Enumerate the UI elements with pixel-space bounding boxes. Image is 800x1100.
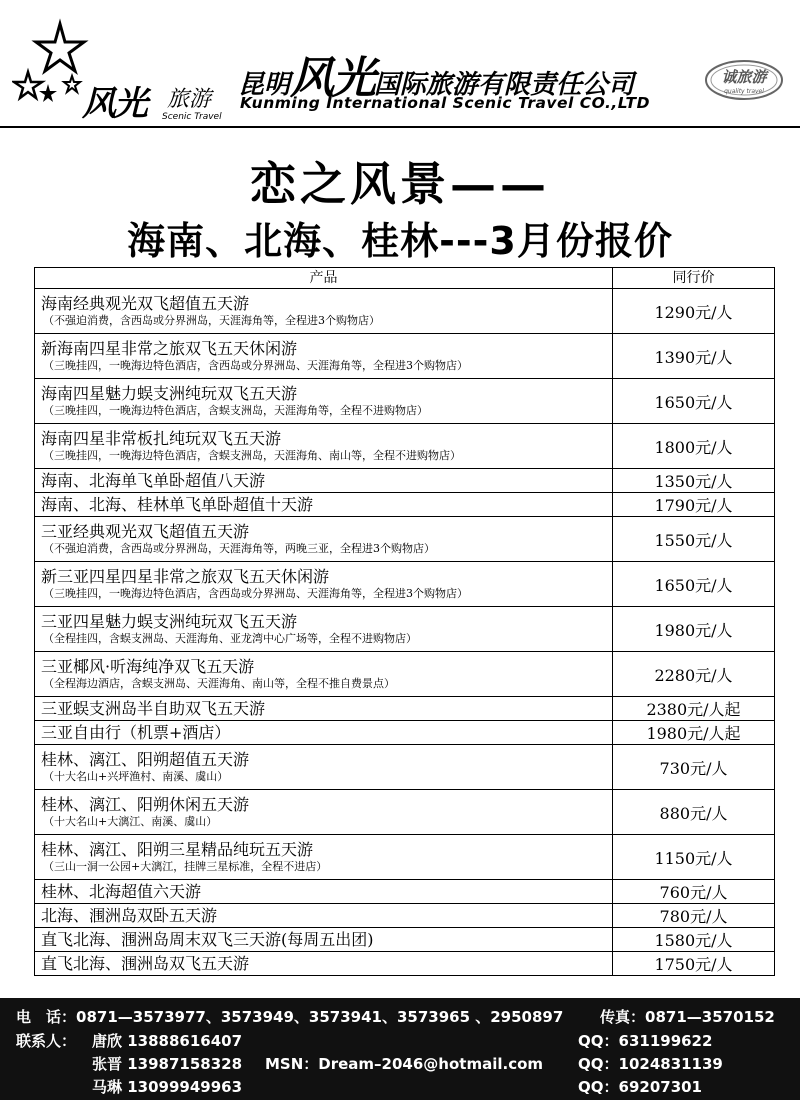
table-row (35, 721, 775, 745)
product-note: （全程挂四，含蜈支洲岛、天涯海角、亚龙湾中心广场等，全程不进购物店） (43, 631, 417, 645)
phone-line (16, 1006, 563, 1027)
phone-label: 电 话： (16, 1008, 77, 1026)
product-cell (35, 790, 613, 835)
table-row (35, 517, 775, 562)
table-row (35, 880, 775, 904)
product-note: （十大名山+兴坪渔村、南溪、虞山） (43, 769, 229, 783)
qq-ma: QQ：69207301 (578, 1078, 702, 1096)
page-title: 海南、北海、桂林---3月份报价 (127, 219, 673, 263)
product-name: 海南四星非常板扎纯玩双飞五天游 (41, 428, 282, 448)
table-row (35, 835, 775, 880)
qq-zhang: QQ：1024831139 (578, 1055, 723, 1073)
table-row (35, 379, 775, 424)
table-header-row (35, 268, 775, 289)
table-row (35, 652, 775, 697)
table-row (35, 745, 775, 790)
product-name: 桂林、漓江、阳朔三星精品纯玩五天游 (41, 839, 314, 859)
product-note: （不强迫消费，含西岛或分界洲岛，天涯海角等，两晚三亚，全程进3个购物店） (43, 541, 435, 555)
price-cell: 1150元/人 (613, 835, 775, 880)
product-name: 三亚蜈支洲岛半自助双飞五天游 (41, 699, 266, 718)
price-cell: 1790元/人 (613, 493, 775, 517)
logo-text-fengguang: 风光 (82, 84, 146, 124)
product-cell (35, 334, 613, 379)
product-cell (35, 607, 613, 652)
price-cell: 1750元/人 (613, 952, 775, 976)
table-row (35, 289, 775, 334)
price-cell: 1290元/人 (613, 289, 775, 334)
product-cell (35, 517, 613, 562)
company-logo (12, 18, 227, 124)
product-cell (35, 721, 613, 745)
price-cell: 880元/人 (613, 790, 775, 835)
product-note: （全程海边酒店，含蜈支洲岛、天涯海角、南山等，全程不推自费景点） (43, 676, 395, 690)
product-name: 直飞北海、涠洲岛双飞五天游 (41, 954, 250, 973)
product-note: （三山一洞一公园+大漓江，挂牌三星标准，全程不进店） (43, 859, 328, 873)
product-note: （不强迫消费，含西岛或分界洲岛，天涯海角等，全程进3个购物店） (43, 313, 380, 327)
price-cell: 1350元/人 (613, 469, 775, 493)
product-name: 桂林、漓江、阳朔超值五天游 (41, 749, 250, 769)
price-cell: 1390元/人 (613, 334, 775, 379)
product-cell (35, 493, 613, 517)
price-table (34, 267, 775, 976)
table-row (35, 562, 775, 607)
product-name: 海南、北海单飞单卧超值八天游 (41, 471, 266, 490)
price-cell: 1550元/人 (613, 517, 775, 562)
product-name: 三亚自由行（机票+酒店） (41, 723, 231, 742)
product-note: （三晚挂四，一晚海边特色酒店，含西岛或分界洲岛、天涯海角等，全程进3个购物店） (43, 358, 468, 372)
table-row (35, 334, 775, 379)
product-note: （三晚挂四，一晚海边特色酒店，含蜈支洲岛，天涯海角、南山等，全程不进购物店） (43, 448, 461, 462)
qq-tang: QQ：631199622 (578, 1032, 713, 1050)
product-name: 新三亚四星四星非常之旅双飞五天休闲游 (41, 566, 330, 586)
product-note: （三晚挂四，一晚海边特色酒店，含蜈支洲岛，天涯海角等，全程不进购物店） (43, 403, 428, 417)
product-cell (35, 880, 613, 904)
product-name: 桂林、漓江、阳朔休闲五天游 (41, 794, 250, 814)
product-cell (35, 652, 613, 697)
product-note: （三晚挂四，一晚海边特色酒店，含西岛或分界洲岛、天涯海角等，全程进3个购物店） (43, 586, 468, 600)
price-cell: 1650元/人 (613, 562, 775, 607)
table-row (35, 493, 775, 517)
company-name-big: 风光 (290, 53, 375, 104)
product-cell (35, 424, 613, 469)
fax-number: 0871—3570152 (645, 1008, 775, 1026)
company-name-pre: 昆明 (238, 70, 291, 100)
phone-numbers: 0871—3573977、3573949、3573941、3573965 、2950897 (76, 1008, 564, 1026)
price-cell: 1580元/人 (613, 928, 775, 952)
product-cell (35, 745, 613, 790)
price-cell: 1980元/人 (613, 607, 775, 652)
product-cell (35, 697, 613, 721)
slogan-heading: 恋之风景—— (250, 157, 550, 211)
table-body (35, 289, 775, 976)
contact-tang: 唐欣 13888616407 (92, 1032, 243, 1050)
product-cell (35, 469, 613, 493)
table-row (35, 697, 775, 721)
product-name: 三亚四星魅力蜈支洲纯玩双飞五天游 (41, 611, 298, 631)
msn-address: MSN：Dream–2046@hotmail.com (265, 1055, 544, 1073)
contact-label: 联系人： (16, 1032, 77, 1050)
price-cell: 780元/人 (613, 904, 775, 928)
product-cell (35, 904, 613, 928)
badge-subtext: quality travel (724, 88, 764, 95)
contact-footer (0, 998, 800, 1100)
product-name: 三亚经典观光双飞超值五天游 (41, 521, 250, 541)
table-row (35, 904, 775, 928)
product-cell (35, 562, 613, 607)
badge-text: 诚旅游 (721, 68, 767, 86)
price-cell: 1650元/人 (613, 379, 775, 424)
product-cell (35, 928, 613, 952)
table-row (35, 469, 775, 493)
table-row (35, 928, 775, 952)
fax-line (600, 1006, 775, 1027)
product-cell (35, 952, 613, 976)
product-cell (35, 289, 613, 334)
product-name: 三亚椰风·听海纯净双飞五天游 (41, 656, 255, 676)
table-row (35, 790, 775, 835)
product-name: 新海南四星非常之旅双飞五天休闲游 (41, 338, 298, 358)
fax-label: 传真： (600, 1008, 646, 1026)
product-name: 桂林、北海超值六天游 (41, 882, 202, 901)
price-cell: 1800元/人 (613, 424, 775, 469)
product-cell (35, 835, 613, 880)
column-header-product: 产品 (35, 268, 613, 289)
company-name-en: Kunming International Scenic Travel CO.,LTD (240, 94, 650, 112)
price-cell: 730元/人 (613, 745, 775, 790)
price-cell: 1980元/人起 (613, 721, 775, 745)
company-name-post: 国际旅游有限责任公司 (374, 70, 635, 100)
product-name: 海南、北海、桂林单飞单卧超值十天游 (41, 495, 314, 514)
price-cell: 2380元/人起 (613, 697, 775, 721)
contact-zhang: 张晋 13987158328 (92, 1055, 243, 1073)
table-row (35, 952, 775, 976)
column-header-price: 同行价 (613, 268, 775, 289)
table-row (35, 607, 775, 652)
contact-ma: 马琳 13099949963 (92, 1078, 243, 1096)
logo-text-lvyou: 旅游 (167, 87, 212, 112)
page-header (0, 0, 800, 128)
product-name: 直飞北海、涠洲岛周末双飞三天游(每周五出团) (41, 930, 374, 949)
product-cell (35, 379, 613, 424)
product-name: 海南四星魅力蜈支洲纯玩双飞五天游 (41, 383, 298, 403)
quality-badge-icon (704, 58, 784, 102)
price-cell: 2280元/人 (613, 652, 775, 697)
logo-text-en: Scenic Travel (162, 112, 222, 122)
product-name: 海南经典观光双飞超值五天游 (41, 293, 250, 313)
product-name: 北海、涠洲岛双卧五天游 (41, 906, 218, 925)
product-note: （十大名山+大漓江、南溪、虞山） (43, 814, 218, 828)
table-row (35, 424, 775, 469)
price-cell: 760元/人 (613, 880, 775, 904)
